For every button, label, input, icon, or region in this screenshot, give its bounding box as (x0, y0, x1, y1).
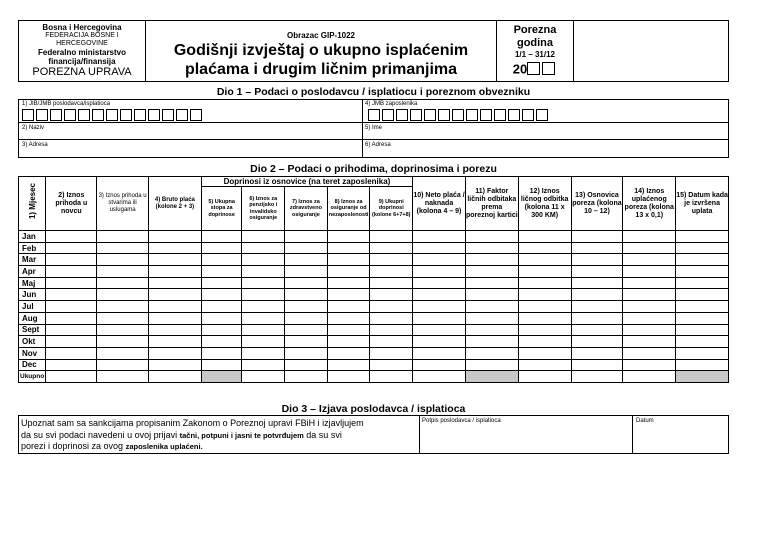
cell-col-11[interactable] (465, 277, 518, 289)
signature-field[interactable]: Potpis poslodavca / isplatioca (422, 418, 501, 424)
cell-col-5[interactable] (201, 266, 242, 278)
cell-col-12[interactable] (518, 324, 571, 336)
cell-col-8[interactable] (327, 312, 370, 324)
cell-col-14[interactable] (623, 301, 676, 313)
cell-col-3[interactable] (97, 312, 149, 324)
cell-col-7[interactable] (285, 289, 328, 301)
cell-col-4[interactable] (149, 254, 202, 266)
cell-col-15[interactable] (676, 301, 729, 313)
statement-line-2: da su svi podaci navedeni u ovoj prijavi tačni, potpuni i jasni te potvrđujem da su svi (21, 429, 342, 440)
cell-col-8[interactable] (327, 277, 370, 289)
cell-col-15[interactable] (676, 347, 729, 359)
cell-col-15[interactable] (676, 254, 729, 266)
table-row (19, 324, 729, 336)
cell-col-5[interactable] (201, 277, 242, 289)
part2-title: Dio 2 – Podaci o prihodima, doprinosima i porezu (250, 163, 497, 175)
cell-col-7[interactable] (285, 347, 328, 359)
cell-col-9[interactable] (370, 312, 413, 324)
cell-col-3[interactable] (97, 336, 149, 348)
month-label: Apr (19, 266, 46, 278)
month-label: Okt (19, 336, 46, 348)
employer-statement (21, 418, 417, 453)
part3-section (18, 415, 729, 454)
cell-col-14[interactable] (623, 336, 676, 348)
cell-col-3[interactable] (97, 359, 149, 371)
cell-col-10[interactable] (413, 277, 466, 289)
cell-col-5[interactable] (201, 301, 242, 313)
cell-col-14[interactable] (623, 242, 676, 254)
cell-col-4[interactable] (149, 324, 202, 336)
authority-line-4: Federalno ministarstvo (37, 48, 127, 57)
month-label: Mar (19, 254, 46, 266)
month-label: Jul (19, 301, 46, 313)
cell-col-5[interactable] (201, 359, 242, 371)
cell-col-7[interactable] (285, 371, 328, 383)
tax-year-label-1: Porezna (513, 24, 557, 36)
cell-col-3[interactable] (97, 289, 149, 301)
cell-col-4[interactable] (149, 266, 202, 278)
table-row (19, 359, 729, 371)
cell-col-3[interactable] (97, 266, 149, 278)
cell-col-3[interactable] (97, 277, 149, 289)
cell-col-2[interactable] (46, 324, 97, 336)
cell-col-3[interactable] (97, 231, 149, 243)
cell-col-6[interactable] (242, 359, 285, 371)
cell-col-10[interactable] (413, 242, 466, 254)
cell-col-10[interactable] (413, 359, 466, 371)
cell-col-13[interactable] (571, 324, 623, 336)
cell-col-8[interactable] (327, 371, 370, 383)
cell-col-2[interactable] (46, 242, 97, 254)
cell-col-15 (676, 371, 729, 383)
cell-col-11[interactable] (465, 254, 518, 266)
jib-boxes[interactable] (22, 108, 204, 126)
cell-col-15[interactable] (676, 336, 729, 348)
cell-col-6[interactable] (242, 324, 285, 336)
col-header-2: 2) Iznos prihoda u novcu (46, 177, 97, 231)
cell-col-4[interactable] (149, 359, 202, 371)
table-row (19, 277, 729, 289)
cell-col-6[interactable] (242, 312, 285, 324)
cell-col-4[interactable] (149, 312, 202, 324)
tax-year-range: 1/1 – 31/12 (514, 50, 556, 59)
authority-line-2: FEDERACIJA BOSNE I (45, 32, 119, 39)
cell-col-10[interactable] (413, 301, 466, 313)
col-header-14: 14) Iznos uplaćenog poreza (kolona 13 x 0,1) (623, 177, 676, 231)
cell-col-2[interactable] (46, 312, 97, 324)
cell-col-14[interactable] (623, 312, 676, 324)
cell-col-8[interactable] (327, 347, 370, 359)
cell-col-13[interactable] (571, 301, 623, 313)
part1-title: Dio 1 – Podaci o poslodavcu / isplatiocu i poreznom obvezniku (216, 86, 531, 98)
cell-col-15[interactable] (676, 312, 729, 324)
cell-col-3[interactable] (97, 301, 149, 313)
part1-section (18, 99, 729, 158)
cell-col-9[interactable] (370, 371, 413, 383)
col-header-6: 6) Iznos za penzijsko i invalidsko osiguranje (242, 187, 285, 231)
cell-col-7[interactable] (285, 242, 328, 254)
income-table (18, 176, 729, 383)
cell-col-8[interactable] (327, 242, 370, 254)
cell-col-11[interactable] (465, 312, 518, 324)
table-row (19, 242, 729, 254)
cell-col-2[interactable] (46, 289, 97, 301)
table-row (19, 254, 729, 266)
col-header-3: 3) Iznos prihoda u stvarima ili uslugama (97, 177, 149, 231)
month-label: Sept (19, 324, 46, 336)
cell-col-11[interactable] (465, 359, 518, 371)
cell-col-3[interactable] (97, 324, 149, 336)
cell-col-4[interactable] (149, 289, 202, 301)
cell-col-9[interactable] (370, 289, 413, 301)
cell-col-14[interactable] (623, 371, 676, 383)
cell-col-2[interactable] (46, 266, 97, 278)
cell-col-7[interactable] (285, 231, 328, 243)
cell-col-11[interactable] (465, 231, 518, 243)
cell-col-9[interactable] (370, 277, 413, 289)
part3-title: Dio 3 – Izjava poslodavca / isplatioca (281, 403, 466, 415)
cell-col-8[interactable] (327, 231, 370, 243)
table-row (19, 347, 729, 359)
cell-col-4[interactable] (149, 347, 202, 359)
cell-col-9[interactable] (370, 231, 413, 243)
form-code: Obrazac GIP-1022 (286, 31, 356, 40)
cell-col-2[interactable] (46, 301, 97, 313)
cell-col-7[interactable] (285, 254, 328, 266)
cell-col-14[interactable] (623, 277, 676, 289)
cell-col-10[interactable] (413, 266, 466, 278)
cell-col-12[interactable] (518, 371, 571, 383)
cell-col-15[interactable] (676, 359, 729, 371)
cell-col-13[interactable] (571, 289, 623, 301)
cell-col-9[interactable] (370, 266, 413, 278)
cell-col-13[interactable] (571, 359, 623, 371)
cell-col-7[interactable] (285, 277, 328, 289)
cell-col-2[interactable] (46, 347, 97, 359)
cell-col-10[interactable] (413, 324, 466, 336)
cell-col-14[interactable] (623, 266, 676, 278)
cell-col-15[interactable] (676, 277, 729, 289)
cell-col-10[interactable] (413, 347, 466, 359)
cell-col-12[interactable] (518, 359, 571, 371)
month-label: Jun (19, 289, 46, 301)
statement-line-3: porezi i doprinosi za ovog zaposlenika uplaćeni. (21, 441, 203, 451)
header-blank-box (573, 20, 729, 82)
jmb-employee-boxes[interactable] (368, 108, 550, 126)
jmb-employee-label: 4) JMB zaposlenika (365, 101, 418, 107)
col-header-12: 12) Iznos ličnog odbitka (kolona 11 x 300 KM) (518, 177, 571, 231)
month-label: Nov (19, 347, 46, 359)
authority-line-5: financija/finansija (48, 57, 116, 66)
cell-col-12[interactable] (518, 266, 571, 278)
cell-col-5[interactable] (201, 289, 242, 301)
cell-col-12[interactable] (518, 277, 571, 289)
cell-col-10[interactable] (413, 231, 466, 243)
year-digit-2-box[interactable] (542, 62, 555, 75)
cell-col-3[interactable] (97, 254, 149, 266)
cell-col-10[interactable] (413, 254, 466, 266)
cell-col-13[interactable] (571, 254, 623, 266)
cell-col-7[interactable] (285, 312, 328, 324)
tax-year-prefix: 20 (512, 61, 528, 77)
col-header-11: 11) Faktor ličnih odbitaka prema poreznoj kartici (465, 177, 518, 231)
employer-address-field[interactable]: 3) Adresa (22, 142, 48, 148)
cell-col-3[interactable] (97, 347, 149, 359)
table-row (19, 312, 729, 324)
cell-col-13[interactable] (571, 242, 623, 254)
cell-col-6[interactable] (242, 301, 285, 313)
cell-col-2[interactable] (46, 359, 97, 371)
cell-col-5[interactable] (201, 336, 242, 348)
employer-name-field[interactable]: 2) Naziv (22, 125, 45, 131)
cell-col-8[interactable] (327, 324, 370, 336)
cell-col-5[interactable] (201, 347, 242, 359)
employee-address-field[interactable]: 6) Adresa (365, 142, 391, 148)
month-label: Jan (19, 231, 46, 243)
employee-name-field[interactable]: 5) Ime (365, 125, 383, 131)
cell-col-14[interactable] (623, 254, 676, 266)
cell-col-3[interactable] (97, 371, 149, 383)
col-header-8: 8) Iznos za osiguranje od nezaposlenosti (327, 187, 370, 231)
cell-col-11[interactable] (465, 301, 518, 313)
cell-col-4[interactable] (149, 336, 202, 348)
month-label: Maj (19, 277, 46, 289)
cell-col-6[interactable] (242, 289, 285, 301)
cell-col-2[interactable] (46, 277, 97, 289)
cell-col-11[interactable] (465, 242, 518, 254)
table-row (19, 289, 729, 301)
cell-col-8[interactable] (327, 359, 370, 371)
cell-col-8[interactable] (327, 254, 370, 266)
cell-col-12[interactable] (518, 254, 571, 266)
cell-col-7[interactable] (285, 359, 328, 371)
cell-col-7[interactable] (285, 324, 328, 336)
cell-col-13[interactable] (571, 312, 623, 324)
cell-col-15[interactable] (676, 231, 729, 243)
cell-col-5[interactable] (201, 254, 242, 266)
cell-col-8[interactable] (327, 266, 370, 278)
cell-col-6[interactable] (242, 254, 285, 266)
cell-col-11[interactable] (465, 289, 518, 301)
cell-col-5[interactable] (201, 312, 242, 324)
cell-col-6[interactable] (242, 347, 285, 359)
cell-col-11[interactable] (465, 336, 518, 348)
cell-col-4[interactable] (149, 301, 202, 313)
table-row (19, 266, 729, 278)
cell-col-10[interactable] (413, 336, 466, 348)
cell-col-4[interactable] (149, 371, 202, 383)
cell-col-12[interactable] (518, 336, 571, 348)
cell-col-12[interactable] (518, 312, 571, 324)
cell-col-7[interactable] (285, 301, 328, 313)
cell-col-6[interactable] (242, 242, 285, 254)
cell-col-9[interactable] (370, 301, 413, 313)
month-label: Dec (19, 359, 46, 371)
cell-col-15[interactable] (676, 266, 729, 278)
cell-col-6[interactable] (242, 371, 285, 383)
cell-col-2[interactable] (46, 254, 97, 266)
cell-col-13[interactable] (571, 277, 623, 289)
cell-col-13[interactable] (571, 347, 623, 359)
authority-line-3: HERCEGOVINE (56, 40, 108, 47)
cell-col-13[interactable] (571, 371, 623, 383)
table-row (19, 301, 729, 313)
col-header-13: 13) Osnovica poreza (kolona 10 – 12) (571, 177, 623, 231)
cell-col-4[interactable] (149, 277, 202, 289)
header-title-box (145, 20, 497, 82)
cell-col-12[interactable] (518, 347, 571, 359)
col-header-9: 9) Ukupni doprinosi (kolone 6+7+8) (370, 187, 413, 231)
jib-label: 1) JIB/JMB poslodavca/isplatioca (22, 101, 111, 107)
part1-divider (362, 100, 363, 157)
cell-col-14[interactable] (623, 324, 676, 336)
month-label: Aug (19, 312, 46, 324)
cell-col-14[interactable] (623, 231, 676, 243)
tax-year-input-row (497, 60, 573, 78)
cell-col-11[interactable] (465, 347, 518, 359)
col-header-5: 5) Ukupna stopa za doprinose (201, 187, 242, 231)
cell-col-12[interactable] (518, 301, 571, 313)
cell-col-12[interactable] (518, 289, 571, 301)
cell-col-6[interactable] (242, 266, 285, 278)
total-row (19, 371, 729, 383)
cell-col-13[interactable] (571, 266, 623, 278)
col-header-4: 4) Bruto plaća (kolone 2 + 3) (149, 177, 202, 231)
month-label: Feb (19, 242, 46, 254)
cell-col-6[interactable] (242, 336, 285, 348)
cell-col-6[interactable] (242, 231, 285, 243)
cell-col-12[interactable] (518, 231, 571, 243)
cell-col-3[interactable] (97, 242, 149, 254)
cell-col-14[interactable] (623, 347, 676, 359)
header-authority-box (18, 20, 146, 82)
table-row (19, 336, 729, 348)
cell-col-13[interactable] (571, 231, 623, 243)
form-title-line-1: Godišnji izvještaj o ukupno isplaćenim (173, 42, 469, 59)
cell-col-13[interactable] (571, 336, 623, 348)
cell-col-9[interactable] (370, 359, 413, 371)
cell-col-5[interactable] (201, 231, 242, 243)
contributions-group-header: Doprinosi iz osnovice (na teret zaposlenika) (201, 177, 412, 187)
cell-col-9[interactable] (370, 347, 413, 359)
tax-office-name: POREZNA UPRAVA (32, 66, 132, 78)
cell-col-9[interactable] (370, 324, 413, 336)
tax-year-label-2: godina (516, 37, 554, 49)
cell-col-2[interactable] (46, 371, 97, 383)
table-row (19, 231, 729, 243)
col-month-label: 1) Mjesec (27, 182, 37, 220)
cell-col-11[interactable] (465, 324, 518, 336)
cell-col-5[interactable] (201, 324, 242, 336)
cell-col-9[interactable] (370, 242, 413, 254)
cell-col-2[interactable] (46, 231, 97, 243)
cell-col-15[interactable] (676, 242, 729, 254)
cell-col-7[interactable] (285, 266, 328, 278)
cell-col-8[interactable] (327, 336, 370, 348)
cell-col-9[interactable] (370, 254, 413, 266)
total-label: Ukupno (19, 371, 46, 383)
year-digit-1-box[interactable] (527, 62, 540, 75)
cell-col-5[interactable] (201, 242, 242, 254)
cell-col-15[interactable] (676, 324, 729, 336)
col-header-7: 7) Iznos za zdravstveno osiguranje (285, 187, 328, 231)
cell-col-10[interactable] (413, 289, 466, 301)
date-field[interactable]: Datum (636, 418, 654, 424)
authority-line-1: Bosna i Hercegovina (42, 23, 122, 32)
cell-col-4[interactable] (149, 231, 202, 243)
cell-col-6[interactable] (242, 277, 285, 289)
form-title-line-2: plaćama i drugim ličnim primanjima (184, 61, 458, 78)
cell-col-2[interactable] (46, 336, 97, 348)
cell-col-8[interactable] (327, 301, 370, 313)
cell-col-12[interactable] (518, 242, 571, 254)
cell-col-10[interactable] (413, 371, 466, 383)
tax-year-box (496, 20, 574, 82)
statement-line-1: Upoznat sam sa sankcijama propisanim Zakonom o Poreznoj upravi FBiH i izjavljujem (21, 418, 364, 428)
cell-col-7[interactable] (285, 336, 328, 348)
col-month-header (19, 177, 46, 231)
cell-col-14[interactable] (623, 289, 676, 301)
cell-col-15[interactable] (676, 289, 729, 301)
cell-col-14[interactable] (623, 359, 676, 371)
cell-col-5 (201, 371, 242, 383)
cell-col-10[interactable] (413, 312, 466, 324)
cell-col-9[interactable] (370, 336, 413, 348)
col-header-10: 10) Neto plaća / naknada (kolona 4 – 9) (413, 177, 466, 231)
cell-col-11[interactable] (465, 266, 518, 278)
cell-col-11 (465, 371, 518, 383)
cell-col-4[interactable] (149, 242, 202, 254)
cell-col-8[interactable] (327, 289, 370, 301)
col-header-15: 15) Datum kada je izvršena uplata (676, 177, 729, 231)
